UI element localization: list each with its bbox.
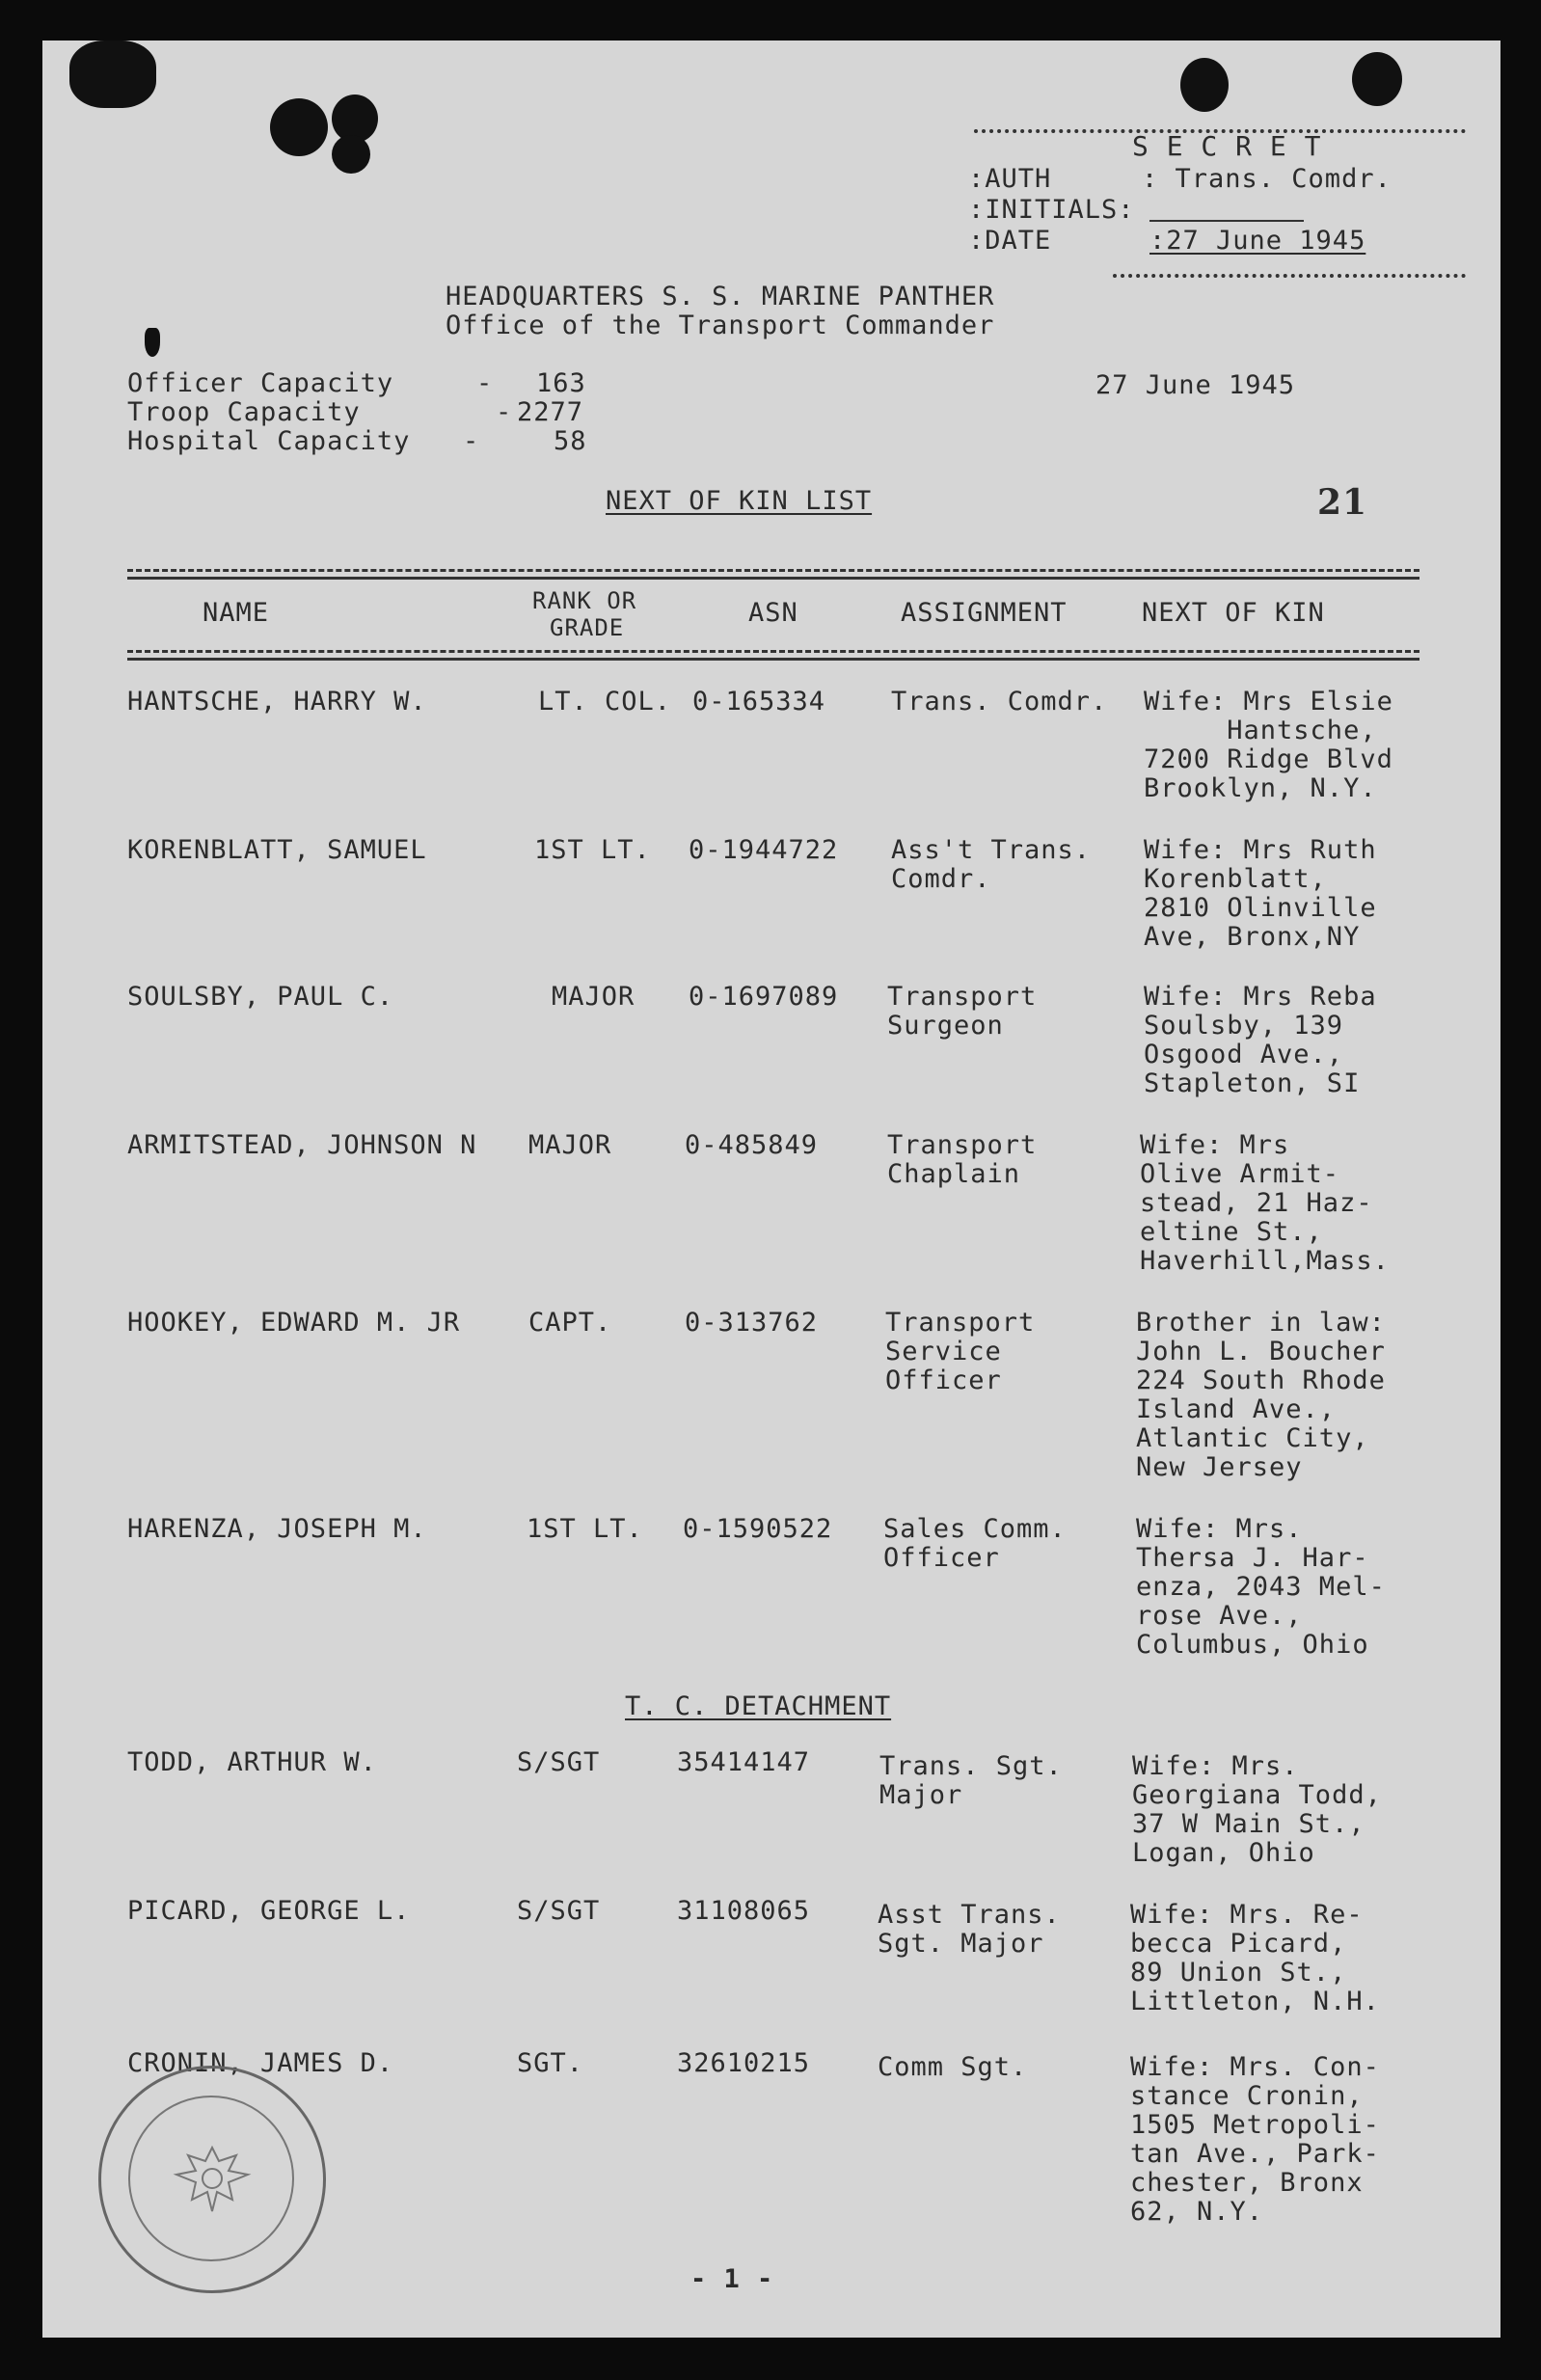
rule — [127, 650, 1419, 653]
row-rank: MAJOR — [528, 1130, 612, 1160]
row-kin: Korenblatt, — [1144, 864, 1327, 894]
row-asn: 0-1590522 — [683, 1514, 833, 1544]
row-rank: CAPT. — [528, 1308, 612, 1338]
dash: - — [476, 368, 494, 398]
row-rank: S/SGT — [517, 1896, 601, 1926]
row-rank: SGT. — [517, 2048, 584, 2078]
row-kin: Wife: Mrs — [1140, 1130, 1290, 1160]
row-kin: Island Ave., — [1136, 1394, 1337, 1424]
col-header-rank: RANK OR — [532, 587, 637, 614]
officer-capacity-value: 163 — [536, 368, 586, 398]
row-kin: Haverhill,Mass. — [1140, 1246, 1390, 1276]
troop-capacity-label: Troop Capacity — [127, 397, 361, 427]
classification-label: S E C R E T — [1132, 130, 1322, 162]
row-kin: Osgood Ave., — [1144, 1040, 1344, 1069]
detachment-title: T. C. DETACHMENT — [625, 1691, 892, 1721]
row-rank: 1ST LT. — [527, 1514, 643, 1544]
row-kin: Columbus, Ohio — [1136, 1630, 1369, 1660]
col-header-kin: NEXT OF KIN — [1142, 598, 1325, 628]
troop-capacity-value: 2277 — [517, 397, 584, 427]
row-rank: MAJOR — [552, 982, 635, 1012]
row-kin: stead, 21 Haz- — [1140, 1188, 1373, 1218]
row-kin: Wife: Mrs. Re- — [1130, 1900, 1364, 1930]
row-kin: tan Ave., Park- — [1130, 2139, 1380, 2169]
row-assignment: Ass't Trans. — [891, 835, 1092, 865]
row-asn: 0-1944722 — [689, 835, 839, 865]
row-asn: 0-1697089 — [689, 982, 839, 1012]
row-asn: 0-485849 — [685, 1130, 819, 1160]
stamp-auth-value: : Trans. Comdr. — [1142, 164, 1392, 194]
stamp-initials-label: :INITIALS: — [968, 195, 1135, 225]
stamp-auth-label: :AUTH — [968, 164, 1052, 194]
row-asn: 0-313762 — [685, 1308, 819, 1338]
row-name: SOULSBY, PAUL C. — [127, 982, 394, 1012]
row-kin: 1505 Metropoli- — [1130, 2110, 1380, 2140]
row-kin: rose Ave., — [1136, 1601, 1303, 1631]
row-kin: Wife: Mrs. Con- — [1130, 2052, 1380, 2082]
rule — [127, 569, 1419, 572]
row-kin: Wife: Mrs Reba — [1144, 982, 1377, 1012]
row-name: HARENZA, JOSEPH M. — [127, 1514, 427, 1544]
row-kin: stance Cronin, — [1130, 2081, 1364, 2111]
row-asn: 32610215 — [677, 2048, 811, 2078]
row-asn: 0-165334 — [692, 687, 826, 717]
row-rank: LT. COL. — [538, 687, 672, 717]
consulate-seal — [98, 2066, 326, 2293]
row-assignment: Chaplain — [887, 1159, 1021, 1189]
list-title: NEXT OF KIN LIST — [606, 486, 873, 516]
ink-blot — [332, 135, 370, 174]
row-assignment: Officer — [885, 1366, 1002, 1395]
row-kin: enza, 2043 Mel- — [1136, 1572, 1386, 1602]
stamp-date-label: :DATE — [968, 226, 1052, 256]
row-kin: 224 South Rhode — [1136, 1366, 1386, 1395]
document-date: 27 June 1945 — [1095, 370, 1296, 400]
row-kin: 62, N.Y. — [1130, 2197, 1264, 2227]
row-kin: Georgiana Todd, — [1132, 1780, 1382, 1810]
row-assignment: Transport — [887, 1130, 1038, 1160]
row-rank: S/SGT — [517, 1747, 601, 1777]
row-asn: 35414147 — [677, 1747, 811, 1777]
hospital-capacity-label: Hospital Capacity — [127, 426, 411, 456]
row-kin: Logan, Ohio — [1132, 1838, 1315, 1868]
row-kin: eltine St., — [1140, 1217, 1323, 1247]
row-kin: Wife: Mrs Elsie — [1144, 687, 1393, 717]
row-kin: Wife: Mrs Ruth — [1144, 835, 1377, 865]
row-kin: Wife: Mrs. — [1132, 1751, 1299, 1781]
row-kin: 2810 Olinville — [1144, 893, 1377, 923]
eagle-icon — [169, 2138, 256, 2221]
ink-blot — [270, 98, 328, 156]
stamp-date-value: :27 June 1945 — [1149, 226, 1366, 256]
row-kin: Ave, Bronx,NY — [1144, 922, 1361, 952]
rule — [127, 577, 1419, 580]
document-page — [42, 41, 1500, 2338]
row-kin: Littleton, N.H. — [1130, 1987, 1380, 2016]
row-name: CRONIN, JAMES D. — [127, 2048, 394, 2078]
col-header-assignment: ASSIGNMENT — [901, 598, 1068, 628]
stamp-border-bottom — [1113, 274, 1466, 278]
header-unit: HEADQUARTERS S. S. MARINE PANTHER — [446, 282, 995, 311]
col-header-name: NAME — [203, 598, 270, 628]
row-name: TODD, ARTHUR W. — [127, 1747, 377, 1777]
row-assignment: Asst Trans. — [878, 1900, 1061, 1930]
row-name: PICARD, GEORGE L. — [127, 1896, 411, 1926]
row-kin: Olive Armit- — [1140, 1159, 1340, 1189]
rule — [127, 658, 1419, 661]
row-kin: Stapleton, SI — [1144, 1068, 1361, 1098]
row-assignment: Officer — [883, 1543, 1000, 1573]
officer-capacity-label: Officer Capacity — [127, 368, 394, 398]
page-mark: 21 — [1317, 482, 1368, 523]
row-kin: Brother in law: — [1136, 1308, 1386, 1338]
row-kin: Brooklyn, N.Y. — [1144, 773, 1377, 803]
row-kin: Wife: Mrs. — [1136, 1514, 1303, 1544]
row-rank: 1ST LT. — [534, 835, 651, 865]
row-kin: New Jersey — [1136, 1452, 1303, 1482]
row-assignment: Sales Comm. — [883, 1514, 1067, 1544]
dash: - — [463, 426, 480, 456]
row-kin: 7200 Ridge Blvd — [1144, 744, 1393, 774]
row-assignment: Comm Sgt. — [878, 2052, 1028, 2082]
page-number: - 1 - — [690, 2264, 774, 2294]
row-assignment: Major — [879, 1780, 963, 1810]
row-assignment: Transport — [887, 982, 1038, 1012]
row-asn: 31108065 — [677, 1896, 811, 1926]
header-office: Office of the Transport Commander — [446, 311, 995, 340]
row-kin: 37 W Main St., — [1132, 1809, 1365, 1839]
punch-hole — [1352, 52, 1402, 106]
row-kin: Thersa J. Har- — [1136, 1543, 1369, 1573]
row-assignment: Service — [885, 1337, 1002, 1366]
row-kin: 89 Union St., — [1130, 1958, 1347, 1988]
row-kin: Hantsche, — [1144, 716, 1377, 745]
row-kin: John L. Boucher — [1136, 1337, 1386, 1366]
row-name: ARMITSTEAD, JOHNSON N — [127, 1130, 477, 1160]
col-header-grade: GRADE — [550, 614, 625, 641]
row-name: KORENBLATT, SAMUEL — [127, 835, 427, 865]
row-kin: Soulsby, 139 — [1144, 1011, 1344, 1041]
row-assignment: Transport — [885, 1308, 1036, 1338]
row-assignment: Comdr. — [891, 864, 991, 894]
row-kin: Atlantic City, — [1136, 1423, 1369, 1453]
hospital-capacity-value: 58 — [554, 426, 587, 456]
row-assignment: Sgt. Major — [878, 1929, 1044, 1959]
row-name: HANTSCHE, HARRY W. — [127, 687, 427, 717]
row-assignment: Surgeon — [887, 1011, 1004, 1041]
row-assignment: Trans. Comdr. — [891, 687, 1108, 717]
dash: - — [496, 397, 513, 427]
row-kin: chester, Bronx — [1130, 2168, 1364, 2198]
punch-hole — [1180, 58, 1229, 112]
row-name: HOOKEY, EDWARD M. JR — [127, 1308, 461, 1338]
ink-blot — [69, 41, 156, 108]
margin-mark — [145, 328, 160, 357]
row-kin: becca Picard, — [1130, 1929, 1347, 1959]
col-header-asn: ASN — [748, 598, 798, 628]
stamp-initials-value — [1149, 195, 1304, 222]
row-assignment: Trans. Sgt. — [879, 1751, 1063, 1781]
